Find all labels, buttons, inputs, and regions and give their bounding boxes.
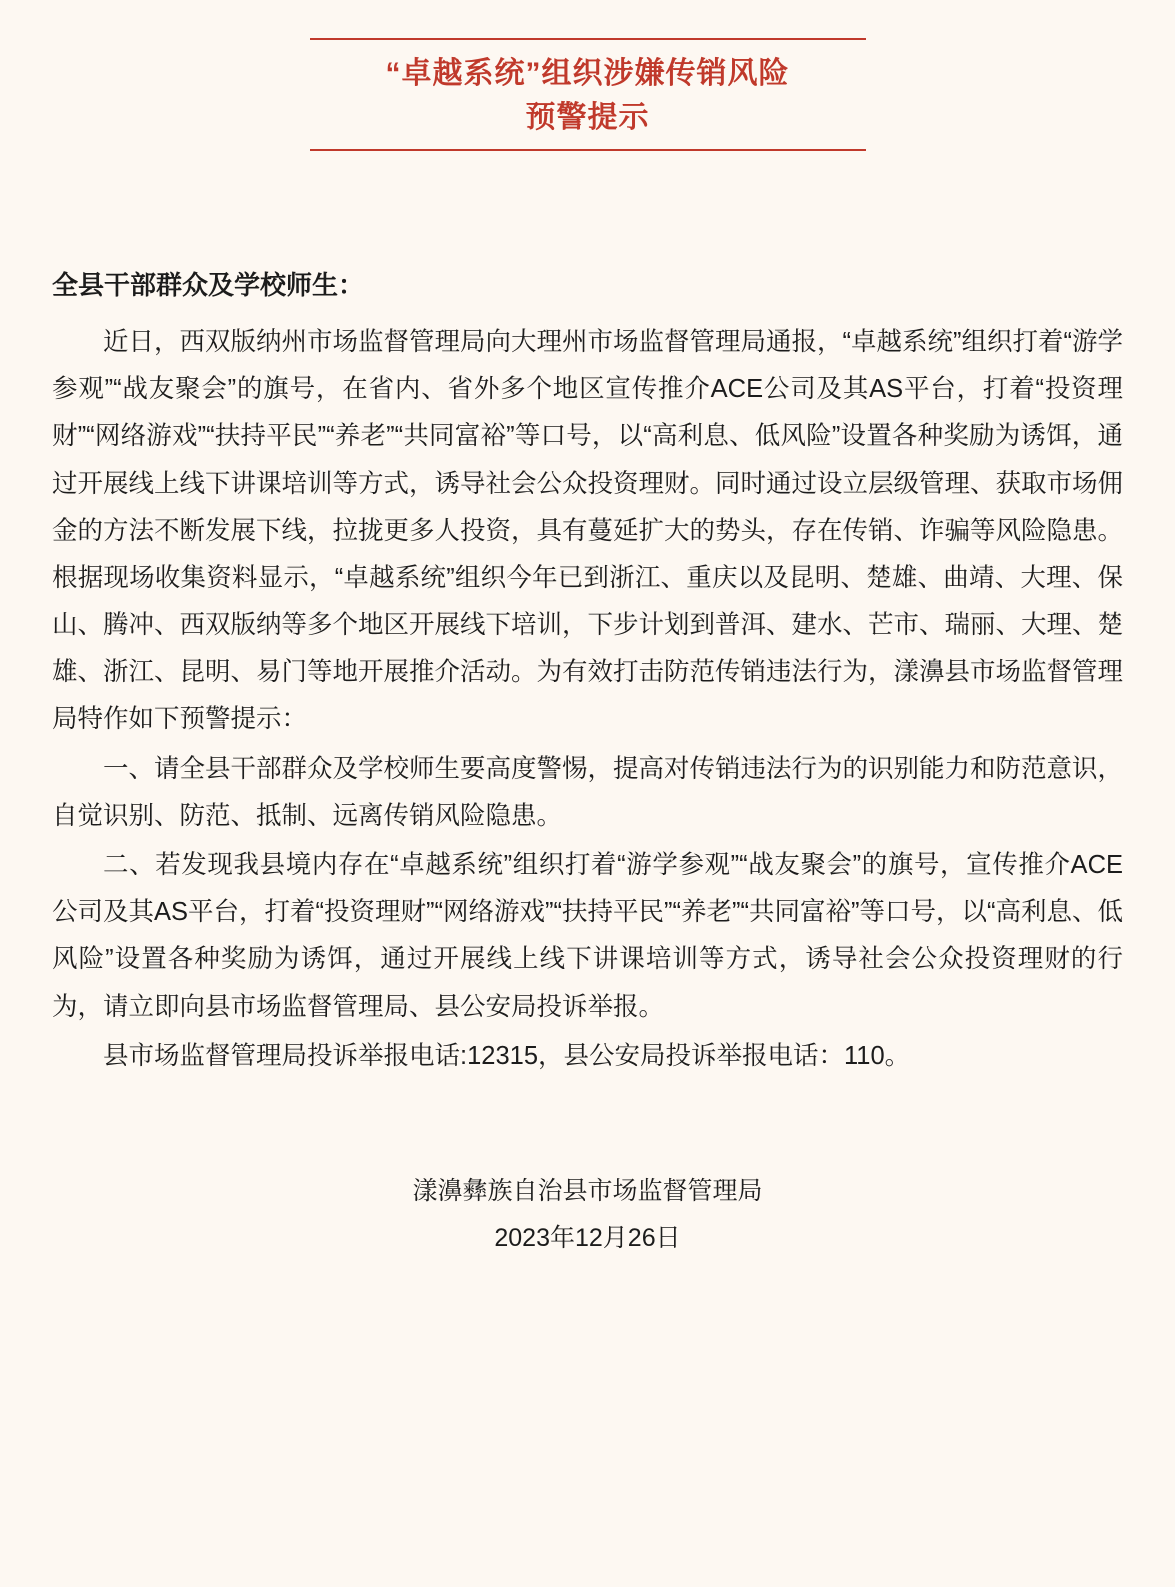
document-title-block: [310, 38, 866, 151]
title-line-1: “卓越系统”组织涉嫌传销风险: [385, 57, 790, 90]
paragraph-item-2: 二、若发现我县境内存在“卓越系统”组织打着“游学参观”“战友聚会”的旗号，宣传推介ACE公司及其AS平台，打着“投资理财”“网络游戏”“扶持平民”“养老”“共同富裕”等口号，以“高利息、低风险”设置各种奖励为诱饵，通过开展线上线下讲课培训等方式，诱导社会公众投资理财的行为，请立即向县市场监督管理局、县公安局投诉举报。: [52, 850, 1123, 1021]
document-body: [52, 261, 1123, 1080]
signature-organization: 漾濞彝族自治县市场监督管理局: [412, 1176, 763, 1205]
signature-block: [52, 1168, 1123, 1263]
paragraph-item-1: 一、请全县干部群众及学校师生要高度警惕，提高对传销违法行为的识别能力和防范意识，自觉识别、防范、抵制、远离传销风险隐患。: [52, 754, 1124, 830]
salutation: 全县干部群众及学校师生：: [52, 270, 365, 300]
paragraph-hotlines: 县市场监督管理局投诉举报电话:12315，县公安局投诉举报电话：110。: [103, 1041, 911, 1070]
paragraph-intro: 近日，西双版纳州市场监督管理局向大理州市场监督管理局通报，“卓越系统”组织打着“游学参观”“战友聚会”的旗号，在省内、省外多个地区宣传推介ACE公司及其AS平台，打着“投资理财”“网络游戏”“扶持平民”“养老”“共同富裕”等口号，以“高利息、低风险”设置各种奖励为诱饵，通过开展线上线下讲课培训等方式，诱导社会公众投资理财。同时通过设立层级管理、获取市场佣金的方法不断发展下线，拉拢更多人投资，具有蔓延扩大的势头，存在传销、诈骗等风险隐患。根据现场收集资料显示，“卓越系统”组织今年已到浙江、重庆以及昆明、楚雄、曲靖、大理、保山、腾冲、西双版纳等多个地区开展线下培训，下步计划到普洱、建水、芒市、瑞丽、大理、楚雄、浙江、昆明、易门等地开展推介活动。为有效打击防范传销违法行为，漾濞县市场监督管理局特作如下预警提示：: [52, 328, 1124, 734]
signature-date: 2023年12月26日: [494, 1224, 681, 1253]
title-line-2: 预警提示: [525, 100, 650, 134]
